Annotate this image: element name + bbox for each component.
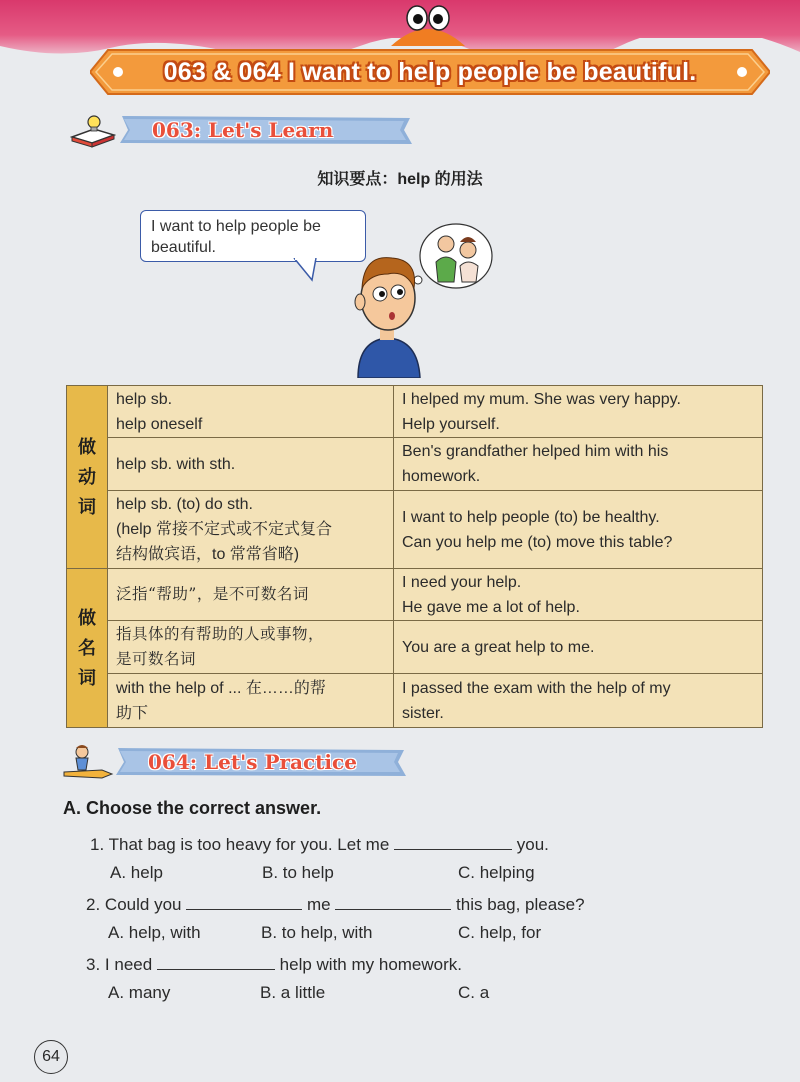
example-text: Can you help me (to) move this table? (402, 533, 673, 551)
table-row (67, 621, 763, 674)
example-cell (394, 621, 763, 674)
usage-text: help sb. with sth. (116, 455, 236, 473)
grammar-table (66, 385, 763, 728)
boy-illustration (348, 248, 428, 378)
bubble-line: I want to help people be (151, 218, 321, 235)
page-number: 64 (34, 1040, 68, 1074)
question-text: this bag, please? (456, 895, 585, 914)
page-title: 063 & 064 I want to help people be beautiful. (163, 58, 697, 86)
usage-text: help oneself (116, 415, 203, 433)
noun-label: 做名词 (78, 608, 96, 688)
example-text: I need your help. (402, 573, 522, 591)
option-a[interactable]: A. many (108, 983, 171, 1002)
question-3 (86, 953, 462, 975)
question-number: 2. (86, 895, 101, 914)
usage-text: help sb. (116, 390, 173, 408)
usage-text: 指具体的有帮助的人或事物， (116, 625, 325, 643)
example-cell (394, 491, 763, 569)
usage-text: 泛指“帮助”，是不可数名词 (116, 585, 309, 603)
example-text: sister. (402, 704, 444, 722)
usage-text: 助下 (116, 704, 149, 722)
example-text: You are a great help to me. (402, 638, 595, 656)
option-c[interactable]: C. helping (458, 863, 535, 882)
usage-text: 是可数名词 (116, 650, 197, 668)
exercise-heading: A. Choose the correct answer. (63, 798, 322, 818)
usage-cell (108, 621, 394, 674)
verb-category-label (67, 386, 108, 569)
example-text: Ben's grandfather helped him with his (402, 443, 669, 460)
question-2 (86, 893, 585, 915)
usage-text: 结构做宾语，to 常常省略) (116, 546, 300, 563)
option-a[interactable]: A. help (110, 863, 163, 882)
mascot-icon (383, 2, 473, 50)
example-text: homework. (402, 468, 481, 485)
answer-blank[interactable] (157, 953, 275, 970)
example-text: Help yourself. (402, 415, 500, 433)
example-text: I passed the exam with the help of my (402, 679, 671, 697)
key-points-title: 知识要点：help 的用法 (317, 171, 483, 188)
usage-cell (108, 491, 394, 569)
book-lightbulb-icon (70, 113, 116, 149)
noun-category-label (67, 569, 108, 728)
option-b[interactable]: B. to help, with (261, 923, 373, 942)
question-1 (90, 833, 549, 855)
answer-blank[interactable] (335, 893, 451, 910)
practice-heading: 064: Let's Practice (148, 750, 357, 774)
usage-text: with the help of ... 在……的帮 (116, 679, 326, 697)
usage-text: help sb. (to) do sth. (116, 496, 253, 513)
table-row (67, 569, 763, 621)
option-c[interactable]: C. a (458, 983, 490, 1002)
speech-bubble (140, 210, 366, 262)
option-a[interactable]: A. help, with (108, 923, 201, 942)
example-text: I want to help people (to) be healthy. (402, 508, 660, 526)
question-text: me (306, 895, 331, 914)
option-b[interactable]: B. to help (262, 863, 334, 882)
example-cell (394, 438, 763, 491)
example-text: I helped my mum. She was very happy. (402, 390, 681, 408)
usage-cell (108, 569, 394, 621)
table-row (67, 386, 763, 438)
example-cell (394, 674, 763, 728)
table-row (67, 438, 763, 491)
question-text: you. (516, 835, 549, 854)
usage-cell (108, 438, 394, 491)
example-cell (394, 386, 763, 438)
question-number: 1. (90, 835, 105, 854)
option-b[interactable]: B. a little (260, 983, 326, 1002)
table-row (67, 491, 763, 569)
table-row (67, 674, 763, 728)
speech-bubble-tail (290, 258, 330, 282)
learn-heading: 063: Let's Learn (152, 118, 334, 142)
question-text: Could you (104, 895, 182, 914)
option-c[interactable]: C. help, for (458, 923, 542, 942)
question-text: That bag is too heavy for you. Let me (108, 835, 390, 854)
question-number: 3. (86, 955, 101, 974)
bubble-line: beautiful. (151, 239, 216, 256)
example-cell (394, 569, 763, 621)
answer-blank[interactable] (394, 833, 512, 850)
question-text: help with my homework. (279, 955, 462, 974)
usage-cell (108, 386, 394, 438)
example-text: He gave me a lot of help. (402, 598, 580, 616)
question-text: I need (104, 955, 153, 974)
usage-cell (108, 674, 394, 728)
boy-on-pencil-icon (62, 744, 114, 780)
usage-text: (help 常接不定式或不定式复合 (116, 521, 333, 538)
verb-label: 做动词 (78, 437, 96, 517)
answer-blank[interactable] (186, 893, 302, 910)
